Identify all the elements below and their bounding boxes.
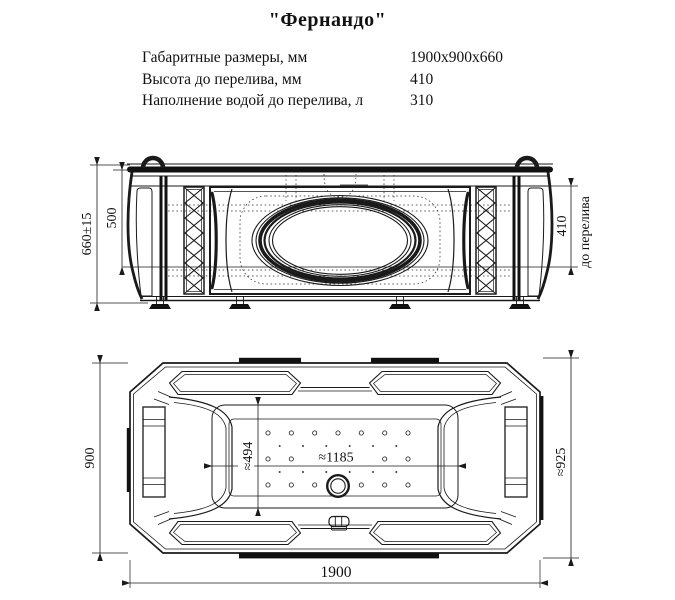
front-panel bbox=[210, 187, 470, 294]
trim-band bbox=[127, 428, 130, 492]
trim-band bbox=[371, 358, 439, 363]
hidden-lines bbox=[168, 174, 512, 284]
dim-inner-length: ≈1185 bbox=[318, 450, 354, 466]
dim-overflow-height: 410 bbox=[555, 215, 570, 237]
headrest-right bbox=[438, 392, 516, 525]
drain bbox=[327, 475, 349, 497]
lattice-column-right bbox=[476, 187, 496, 294]
dim-panel-height: 500 bbox=[105, 207, 120, 229]
spec-label: Габаритные размеры, мм bbox=[142, 49, 308, 66]
bathtub-top-view bbox=[83, 358, 579, 588]
spec-value: 410 bbox=[410, 70, 434, 88]
headrest-left bbox=[154, 392, 232, 525]
corner-post-left bbox=[128, 172, 152, 299]
trim-band bbox=[239, 358, 301, 363]
spec-label: Высота до перелива, мм bbox=[142, 70, 302, 88]
spec-value: 310 bbox=[410, 92, 434, 109]
spec-value: 1900x900x660 bbox=[410, 49, 503, 66]
side-grip-right bbox=[505, 407, 527, 497]
page-title: "Фернандо" bbox=[268, 9, 387, 31]
overflow-knob bbox=[329, 517, 349, 531]
lattice-column-left bbox=[184, 187, 204, 294]
dim-length: 1900 bbox=[320, 564, 352, 581]
trim-band bbox=[239, 553, 439, 559]
oval-ornament bbox=[252, 196, 428, 286]
side-grip-left bbox=[143, 407, 165, 497]
dim-overflow-note: до перелива bbox=[578, 196, 593, 268]
feet bbox=[149, 297, 531, 309]
spec-label: Наполнение водой до перелива, л bbox=[142, 92, 364, 109]
trim-band bbox=[540, 396, 544, 520]
bathtub-front-view bbox=[80, 158, 593, 309]
dim-width-with-trim: ≈925 bbox=[554, 447, 569, 477]
corner-post-right bbox=[528, 172, 552, 299]
dim-width: 900 bbox=[83, 447, 98, 469]
dim-inner-width: ≈494 bbox=[241, 441, 256, 471]
armrest-pads-top bbox=[170, 372, 501, 395]
dim-overall-height: 660±15 bbox=[80, 212, 95, 256]
